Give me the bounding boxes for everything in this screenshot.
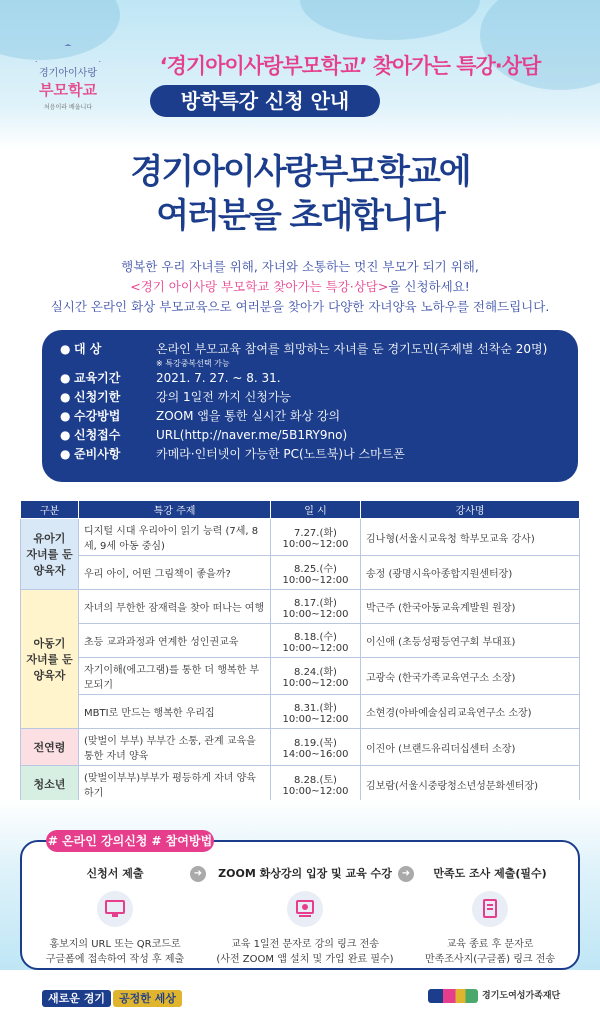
- bullet-icon: ●: [60, 447, 71, 461]
- slogan-part-a: 새로운 경기: [42, 990, 111, 1007]
- info-key: 준비사항: [74, 447, 121, 461]
- lecturer-cell: 김나형(서울시교육청 학부모교육 강사): [361, 519, 580, 556]
- info-row: [60, 369, 560, 388]
- survey-icon: [472, 891, 508, 927]
- lecturer-cell: 소현경(아바예술심리교육연구소 소장): [361, 695, 580, 729]
- info-row: [60, 388, 560, 407]
- step-attend: [210, 865, 400, 967]
- table-row: [21, 695, 580, 729]
- info-value: 강의 1일전 까지 신청가능: [156, 390, 291, 404]
- step-desc-line: 교육 1일전 문자로 강의 링크 전송: [231, 939, 379, 950]
- table-row: [21, 729, 580, 766]
- step-survey: [410, 865, 570, 967]
- info-value: 2021. 7. 27. ~ 8. 31.: [156, 371, 281, 385]
- logo-line3: 처음이라 배웁니다: [43, 104, 93, 111]
- header-title: ‘경기아이사랑부모학교’ 찾아가는 특강·상담: [159, 54, 541, 78]
- intro-line2: [0, 277, 600, 297]
- info-key: 신청접수: [74, 428, 121, 442]
- topic-cell: (맞벌이 부부) 부부간 소통, 관계 교육을 통한 자녀 양육: [79, 729, 271, 766]
- step-title: 신청서 제출: [86, 867, 144, 880]
- table-header-row: [21, 501, 580, 519]
- date-cell: 8.18.(수) 10:00~12:00: [271, 624, 361, 658]
- table-row: [21, 519, 580, 556]
- category-cell: 아동기 자녀를 둔 양육자: [21, 590, 79, 729]
- step-desc-line: (사전 ZOOM 앱 설치 및 가입 완료 필수): [216, 954, 394, 965]
- topic-cell: 우리 아이, 어떤 그림책이 좋을까?: [79, 556, 271, 590]
- table-row: [21, 766, 580, 803]
- topic-cell: (맞벌이부부)부부가 평등하게 자녀 양육하기: [79, 766, 271, 803]
- table-header: 특강 주제: [79, 501, 271, 519]
- step-desc: [210, 937, 400, 967]
- header-pill: 방학특강 신청 안내: [150, 85, 380, 117]
- info-row: [60, 426, 560, 445]
- step-desc: [410, 937, 570, 967]
- step-desc-line: 교육 종료 후 문자로: [446, 939, 534, 950]
- topic-cell: 초등 교과과정과 연계한 성인권교육: [79, 624, 271, 658]
- bullet-icon: ●: [60, 342, 71, 356]
- bullet-icon: ●: [60, 390, 71, 404]
- date-cell: 8.31.(화) 10:00~12:00: [271, 695, 361, 729]
- step-desc-line: 만족조사지(구글폼) 링크 전송: [424, 954, 556, 965]
- organization-name: 경기도여성가족재단: [482, 991, 561, 1001]
- date-cell: 8.28.(토) 10:00~12:00: [271, 766, 361, 803]
- step-desc: [30, 937, 200, 967]
- video-lecture-icon: [287, 891, 323, 927]
- headline: [0, 150, 600, 238]
- info-note: ※ 특강중복선택 가능: [156, 359, 230, 368]
- slogan: [42, 990, 182, 1006]
- category-cell: 유아기 자녀를 둔 양육자: [21, 519, 79, 590]
- intro-line3: 실시간 온라인 화상 부모교육으로 여러분을 찾아가 다양한 자녀양육 노하우를 전해드립니다.: [50, 299, 550, 314]
- intro-line2-highlight: <경기 아이사랑 부모학교 찾아가는 특강·상담>: [130, 279, 389, 294]
- logo-line2: 부모학교: [39, 81, 97, 99]
- info-key: 교육기간: [74, 371, 121, 385]
- lecturer-cell: 이신애 (초등성평등연구회 부대표): [361, 624, 580, 658]
- info-row: [60, 340, 560, 359]
- step-apply: [30, 865, 200, 967]
- arrow-right-icon: ➜: [190, 866, 206, 882]
- lecturer-cell: 박근주 (한국아동교육계발원 원장): [361, 590, 580, 624]
- headline-line1: 경기아이사랑부모학교에: [130, 152, 470, 192]
- topic-cell: 자기이해(에고그램)를 통한 더 행복한 부모되기: [79, 658, 271, 695]
- lecture-table: [20, 500, 580, 803]
- bullet-icon: ●: [60, 428, 71, 442]
- participation-tag: # 온라인 강의신청 # 참여방법: [46, 830, 214, 852]
- category-cell: 청소년: [21, 766, 79, 803]
- intro-line1: 행복한 우리 자녀를 위해, 자녀와 소통하는 멋진 부모가 되기 위해,: [121, 259, 479, 274]
- lecturer-cell: 김보람(서울시중랑청소년성문화센터장): [361, 766, 580, 803]
- date-cell: 8.19.(목) 14:00~16:00: [271, 729, 361, 766]
- table-row: [21, 556, 580, 590]
- headline-line2: 여러분을 초대합니다: [156, 196, 444, 236]
- info-key: 대 상: [74, 342, 102, 356]
- application-url[interactable]: URL(http://naver.me/5B1RY9no): [156, 428, 348, 442]
- info-value: 카메라·인터넷이 가능한 PC(노트북)나 스마트폰: [156, 447, 405, 461]
- date-cell: 8.25.(수) 10:00~12:00: [271, 556, 361, 590]
- arrow-right-icon: ➜: [398, 866, 414, 882]
- lecturer-cell: 송정 (광명시육아종합지원센터장): [361, 556, 580, 590]
- step-desc-line: 홍보지의 URL 또는 QR코드로: [49, 939, 181, 950]
- category-cell: 전연령: [21, 729, 79, 766]
- date-cell: 7.27.(화) 10:00~12:00: [271, 519, 361, 556]
- topic-cell: MBTI로 만드는 행복한 우리집: [79, 695, 271, 729]
- table-row: [21, 624, 580, 658]
- info-value: ZOOM 앱을 통한 실시간 화상 강의: [156, 409, 341, 423]
- intro-text: [0, 257, 600, 317]
- lecturer-cell: 이진아 (브랜드유리더십센터 소장): [361, 729, 580, 766]
- table-header: 구분: [21, 501, 79, 519]
- date-cell: 8.24.(화) 10:00~12:00: [271, 658, 361, 695]
- date-cell: 8.17.(화) 10:00~12:00: [271, 590, 361, 624]
- info-key: 신청기한: [74, 390, 121, 404]
- info-box: [42, 330, 578, 482]
- info-key: 수강방법: [74, 409, 121, 423]
- organization-logo: [428, 988, 560, 1003]
- logo-line1: 경기아이사랑: [39, 68, 97, 79]
- info-row: [60, 407, 560, 426]
- foundation-logo-icon: [428, 989, 478, 1003]
- table-row: [21, 658, 580, 695]
- info-value: 온라인 부모교육 참여를 희망하는 자녀를 둔 경기도민(주제별 선착순 20명): [156, 342, 548, 356]
- monitor-icon: [97, 891, 133, 927]
- topic-cell: 디지털 시대 우리아이 읽기 능력 (7세, 8세, 9세 아동 중심): [79, 519, 271, 556]
- bullet-icon: ●: [60, 409, 71, 423]
- topic-cell: 자녀의 무한한 잠재력을 찾아 떠나는 여행: [79, 590, 271, 624]
- intro-line2-rest: 을 신청하세요!: [388, 279, 470, 294]
- info-row: [60, 445, 560, 464]
- table-header: 강사명: [361, 501, 580, 519]
- bullet-icon: ●: [60, 371, 71, 385]
- step-title: ZOOM 화상강의 입장 및 교육 수강: [218, 867, 392, 880]
- step-desc-line: 구글폼에 접속하여 작성 후 제출: [45, 954, 185, 965]
- house-roof-icon: [35, 44, 101, 62]
- school-logo: [28, 44, 108, 116]
- table-row: [21, 590, 580, 624]
- slogan-part-b: 공정한 세상: [113, 990, 182, 1007]
- lecturer-cell: 고광숙 (한국가족교육연구소 소장): [361, 658, 580, 695]
- step-title: 만족도 조사 제출(필수): [433, 867, 547, 880]
- table-header: 일 시: [271, 501, 361, 519]
